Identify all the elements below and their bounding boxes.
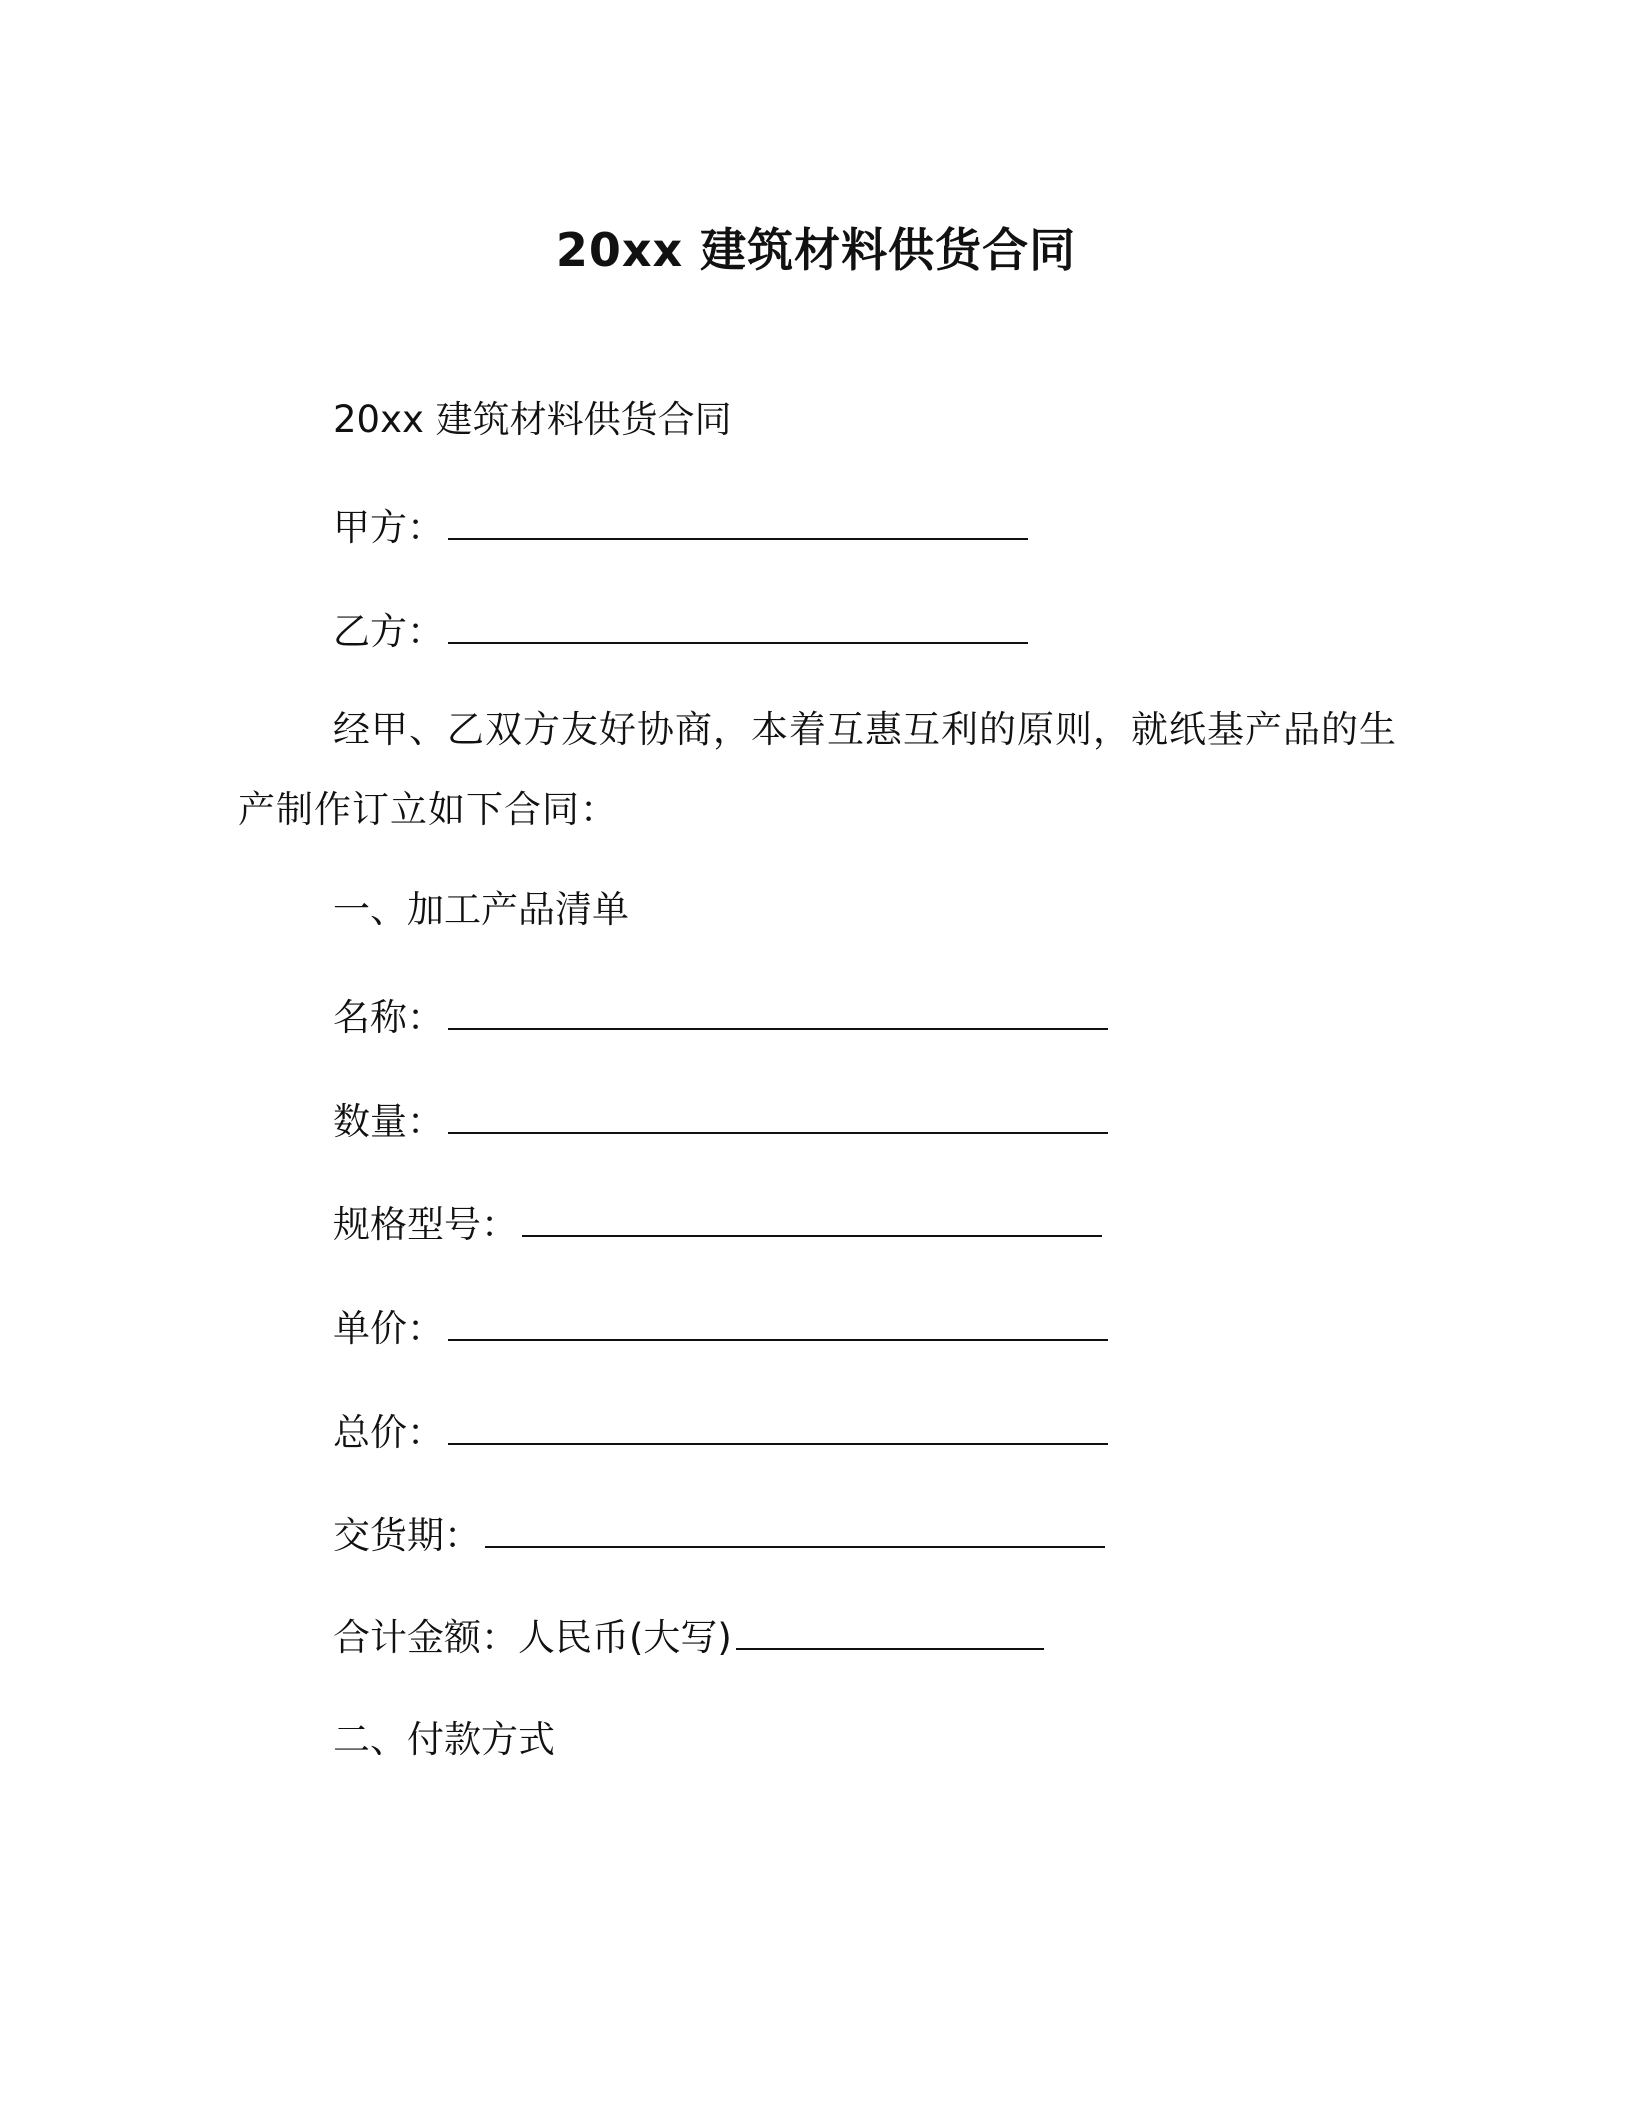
total-price-blank bbox=[448, 1409, 1108, 1445]
delivery-label: 交货期： bbox=[333, 1514, 481, 1557]
spec-label: 规格型号： bbox=[333, 1203, 518, 1246]
delivery-blank bbox=[485, 1512, 1105, 1548]
name-label: 名称： bbox=[333, 996, 444, 1039]
party-b-label: 乙方： bbox=[333, 610, 444, 653]
section1-heading: 一、加工产品清单 bbox=[333, 888, 629, 931]
spec-line bbox=[333, 1200, 1102, 1250]
party-b-line bbox=[333, 607, 1028, 657]
quantity-blank bbox=[448, 1098, 1108, 1134]
party-a-blank bbox=[448, 504, 1028, 540]
spec-blank bbox=[522, 1201, 1102, 1237]
quantity-label: 数量： bbox=[333, 1100, 444, 1143]
sum-label: 合计金额：人民币(大写) bbox=[333, 1616, 732, 1659]
sum-line bbox=[333, 1613, 1044, 1663]
party-b-blank bbox=[448, 608, 1028, 644]
unit-price-blank bbox=[448, 1305, 1108, 1341]
document-subtitle: 20xx 建筑材料供货合同 bbox=[333, 398, 732, 441]
total-price-line bbox=[333, 1408, 1108, 1458]
sum-blank bbox=[736, 1614, 1044, 1650]
unit-price-label: 单价： bbox=[333, 1307, 444, 1350]
document-title: 20xx 建筑材料供货合同 bbox=[555, 223, 1077, 277]
name-line bbox=[333, 993, 1108, 1043]
section2-heading: 二、付款方式 bbox=[333, 1718, 555, 1761]
party-a-label: 甲方： bbox=[333, 506, 444, 549]
name-blank bbox=[448, 994, 1108, 1030]
delivery-line bbox=[333, 1511, 1105, 1561]
party-a-line bbox=[333, 503, 1028, 553]
quantity-line bbox=[333, 1097, 1108, 1147]
total-price-label: 总价： bbox=[333, 1411, 444, 1454]
intro-paragraph: 经甲、乙双方友好协商，本着互惠互利的原则，就纸基产品的生产制作订立如下合同： bbox=[238, 708, 1397, 831]
unit-price-line bbox=[333, 1304, 1108, 1354]
